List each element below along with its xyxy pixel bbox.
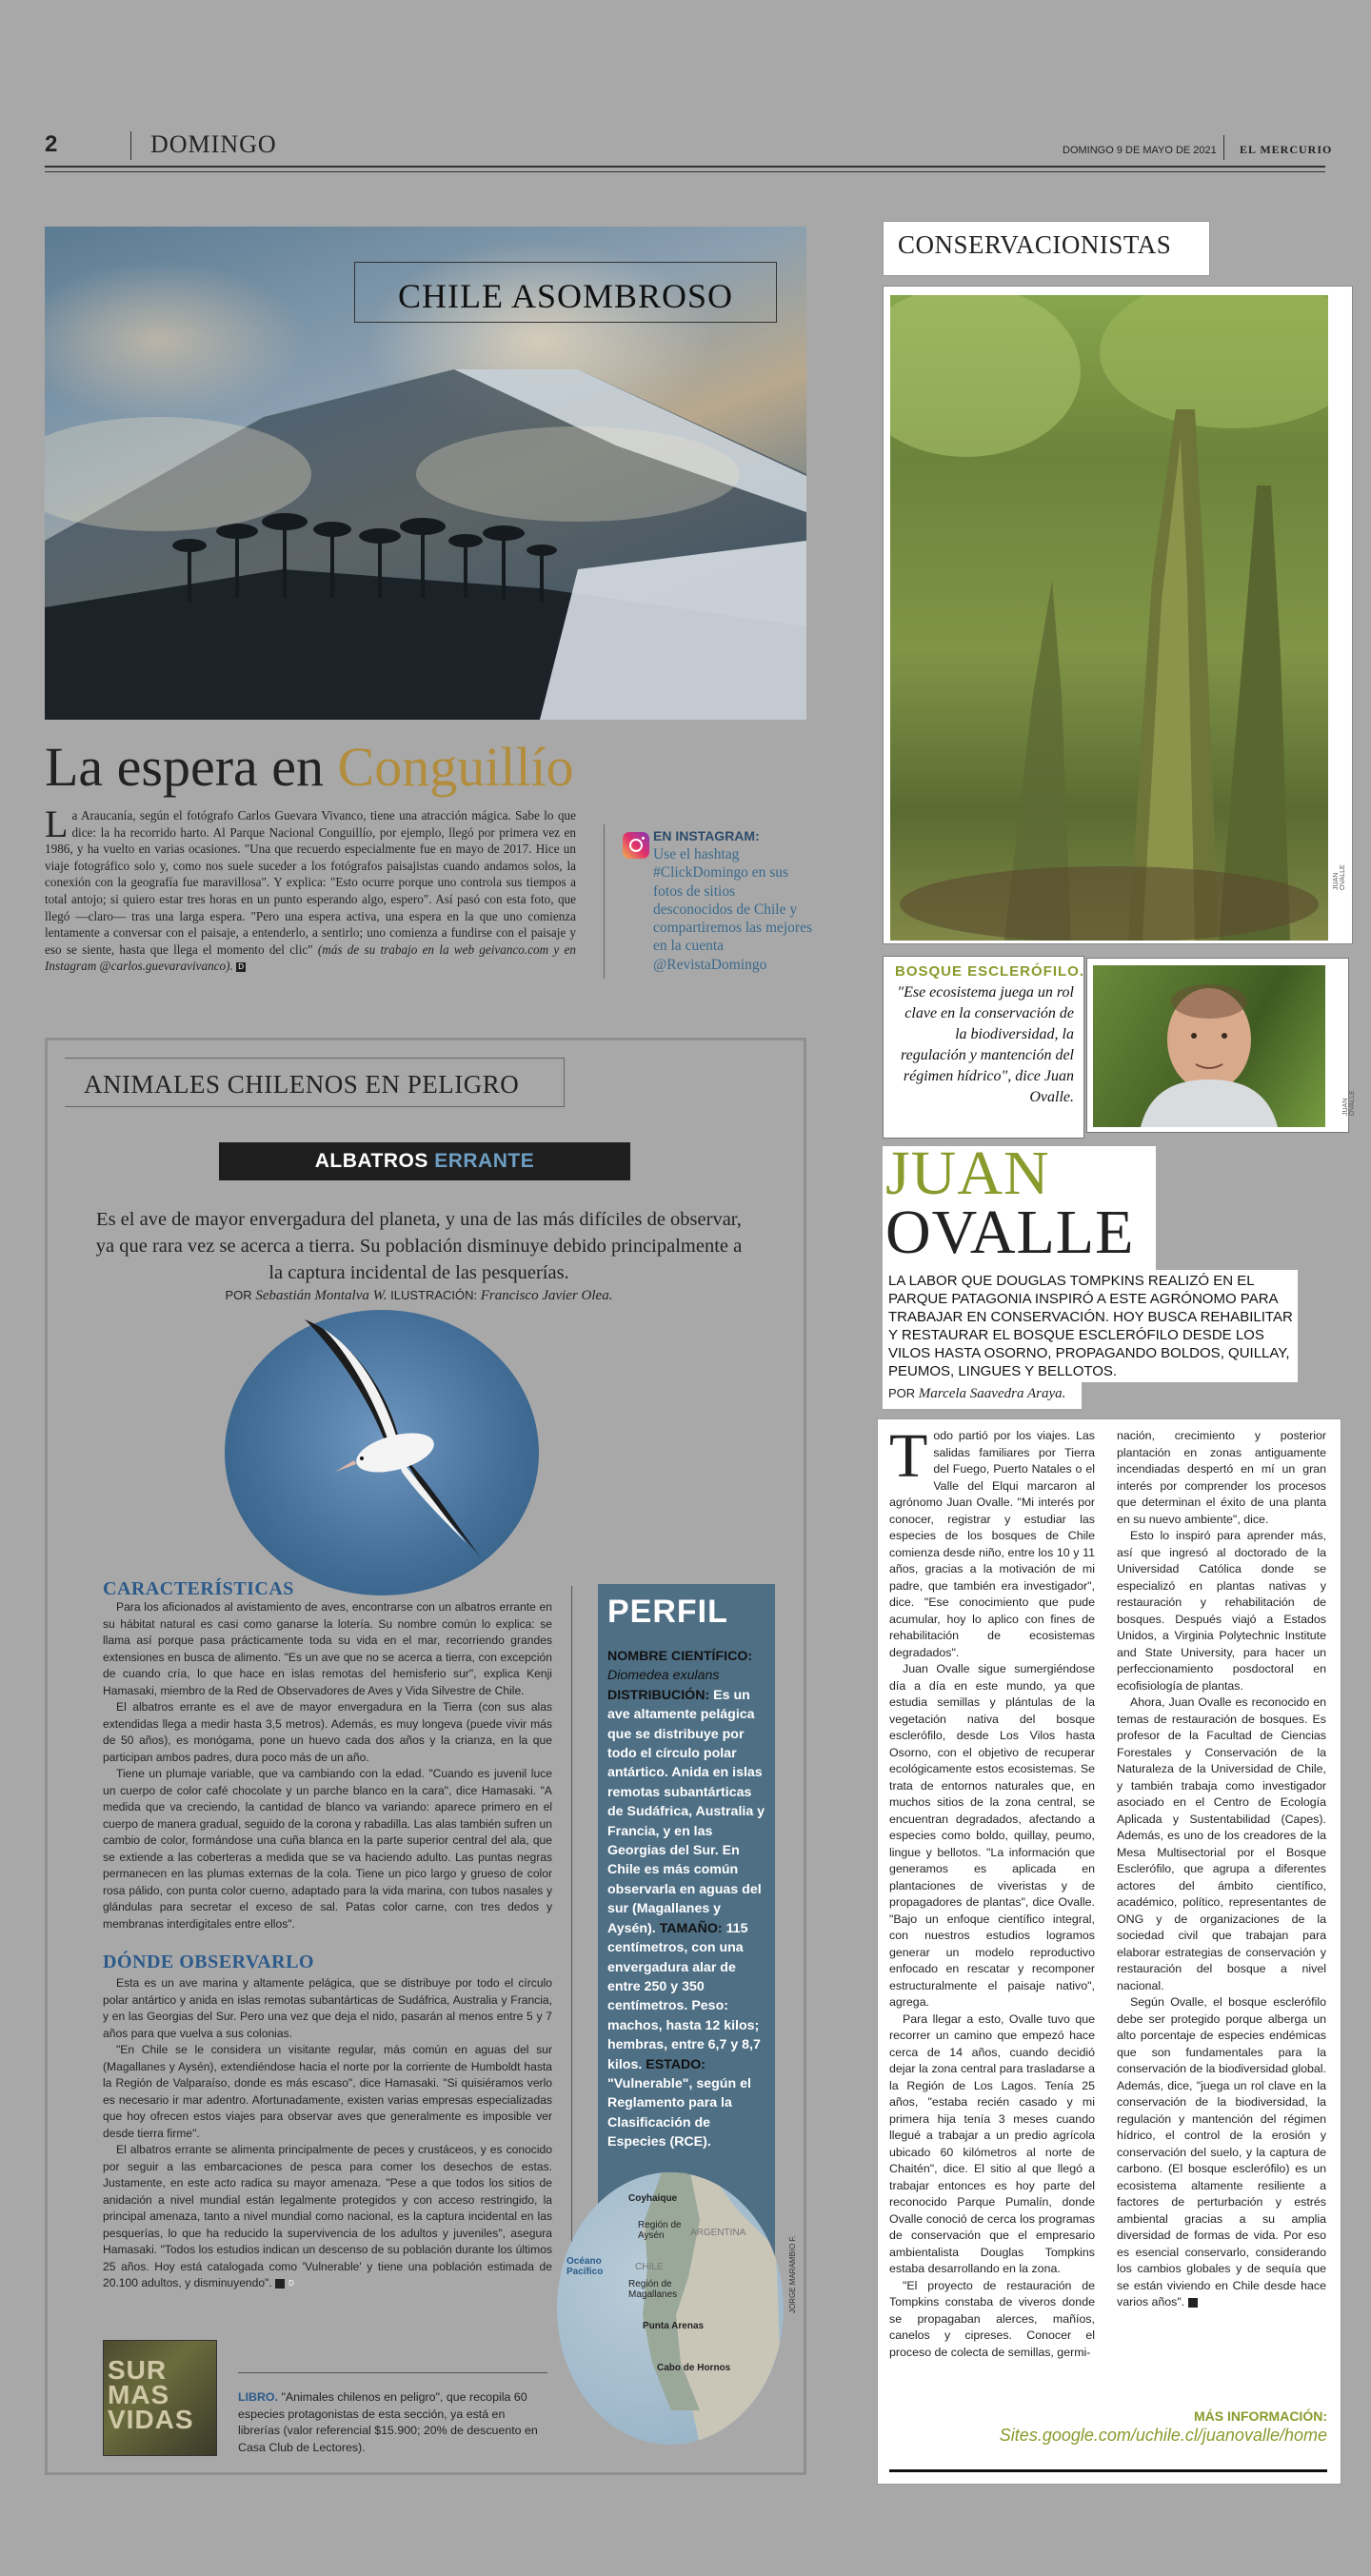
header-divider-2	[1223, 135, 1224, 160]
article-paragraph: odo partió por los viajes. Las salidas familiares por Tierra del Fuego, Puerto Natales o el Valle del Elqui marcaron al agrónomo Juan Ovalle. "Mi interés por conocer, registrar y estudiar las especies de los bosques de Chile comienza desde niño, entre los 10 y 11 años, gracias a la motivación de mi padre, que también era investigador", dice. "Ese conocimiento que pude acumular, hoy lo aplico con fines de rehabilitación de ecosistemas degradados".	[889, 1429, 1095, 1659]
map-landmass	[557, 2172, 784, 2445]
status-label: ESTADO:	[646, 2056, 706, 2072]
article-column-2	[1117, 1428, 1326, 2311]
where-paragraph: "En Chile se le considera un visitante regular, más común en aguas del sur (Magallanes y Aysén), extendiéndose hacia el norte por la corriente de Humboldt hasta la Región de Valparaíso, donde es más escaso", dice Hamasaki. "Si quisiéramos verlo es necesario ir mar adentro. Afortunadamente, existen varias empresas especializadas que hoy ofrecen estos viajes para observar aves que generalmente es imposible ver desde tierra firme".	[103, 2043, 552, 2140]
book-divider	[238, 2372, 547, 2373]
size-value: 115 centímetros, con una envergadura alar de entre 250 y 350 centímetros.	[607, 1920, 748, 2014]
dek-text: LA LABOR QUE DOUGLAS TOMPKINS REALIZÓ EN EL PARQUE PATAGONIA INSPIRÓ A ESTE AGRÓNOMO PARA TRABAJAR EN CONSERVACIÓN. HOY BUSCA REHABILITAR Y RESTAURAR EL BOSQUE ESCLERÓFILO DESDE LOS VILOS HASTA OSORNO, PROPAGANDO BOLDOS, QUILLAY, PEUMOS, LINGUES Y BELLOTOS.	[888, 1273, 1293, 1379]
scientific-name-label: NOMBRE CIENTÍFICO:	[607, 1649, 753, 1664]
book-text: "Animales chilenos en peligro", que recopila 60 especies protagonistas de esta sección, ya está en librerías (valor referencial $15.900; 20% de descuento en Casa Club de Lectores).	[238, 2390, 538, 2454]
profile-text	[607, 1647, 769, 2152]
article-paragraph: Esto lo inspiró para aprender más, así que ingresó al doctorado de la Universidad Católica donde se especializó en plantas nativas y restauración y rehabilitación de bosques. Después viajó a Estados Unidos, a Virginia Polytechnic Institute and State University, para hacer un perfeccionamiento posdoctoral en ecofisiología de plantas.	[1117, 1529, 1326, 1693]
column-divider	[604, 824, 605, 979]
instagram-heading: EN INSTAGRAM:	[653, 828, 760, 843]
size-label: TAMAÑO:	[659, 1920, 723, 1936]
title-accent: Conguillío	[337, 736, 574, 798]
book-cover-title: SUR MAS VIDAS	[108, 2355, 194, 2434]
end-mark: D	[236, 962, 246, 972]
characteristics-paragraph: Tiene un plumaje variable, que va cambiando con la edad. "Cuando es juvenil luce un cuerpo de color café chocolate y un parche blanco en la cara", dice Hamasaki. "A medida que va creciendo, la cantidad de blanco va variando: aparece primero en el cuerpo de manera gradual, seguido de la corona y rabadilla. Las alas también sufren un cambio de color, formándose una cuña blanca en la parte superior central del ala, que se extiende a las coberteras a medida que se va haciendo adulto. Las puntas negras permanecen en las plumas externas de la cola. Tiene un pico largo y grueso de color rosa pálido, con punta color cuerno, adaptado para la vida marina, con tubos nasales y glándulas para secretar el exceso de sal. Patas color carne, con tres dedos y membranas interdigitales entre ellos".	[103, 1767, 552, 1931]
article-paragraph: Según Ovalle, el bosque esclerófilo debe ser protegido porque alberga un alto porcentaje de especies endémicas que son fundamentales para la conservación de la biodiversidad global. Además, dice, "juega un rol clave en la conservación de la biodiversidad, la regulación y mantención del régimen hídrico, el control de la erosión y conservación del suelo, y la captura de carbono. (El bosque esclerófilo) es un ecosistema altamente resiliente a factores de perturbación y estrés ambiental gracias a su amplia diversidad de formas de vida. Por eso es esencial conservarlo, considerando los cambios globales y de sequía que se están viviendo en Chile desde hace varios años".	[1117, 1995, 1326, 2308]
instagram-text: Use el hashtag #ClickDomingo en sus fotos de sitios desconocidos de Chile y compartiremos las mejores en la cuenta @RevistaDomingo	[653, 846, 813, 973]
characteristics-heading: CARACTERÍSTICAS	[103, 1578, 294, 1599]
profile-first-name: JUAN	[885, 1139, 1050, 1208]
profile-byline	[888, 1386, 1065, 1402]
portrait-photo	[1093, 965, 1325, 1127]
distribution-map	[557, 2172, 784, 2445]
species-name: ALBATROS	[314, 1150, 435, 1172]
more-info-link[interactable]: Sites.google.com/uchile.cl/juanovalle/home	[999, 2426, 1327, 2445]
where-to-see-text	[103, 1975, 552, 2292]
article-paragraph: Para llegar a esto, Ovalle tuvo que recorrer un camino que empezó hace cerca de 14 años, cuando decidió dejar la zona central para trasladarse a la Región de Los Lagos. Tenía 25 años, "estaba recién casado y mi primera hija tenía 3 meses cuando llegué a trabajar a un predio agrícola ubicado 60 kilómetros al norte de Chaitén", dice. El sitio al que llegó a trabajar entonces es hoy parte del reconocido Parque Pumalín, donde Ovalle conoció de cerca los programas de conservación que el empresario ambientalista Douglas Tompkins estaba desarrollando en la zona.	[889, 2011, 1095, 2275]
article-column-1	[889, 1421, 1095, 2361]
albatross-illustration	[286, 1300, 505, 1567]
species-intro: Es el ave de mayor envergadura del planeta, y una de las más difíciles de observar, ya que rara vez se acerca a tierra. Su población disminuye debido principalmente a la captura incidental de las pesquerías.	[95, 1209, 743, 1283]
profile-last-name: OVALLE	[885, 1198, 1135, 1267]
map-label-coyhaique: Coyhaique	[628, 2193, 678, 2204]
map-label-argentina: ARGENTINA	[690, 2228, 746, 2238]
where-paragraph-text: El albatros errante se alimenta principalmente de peces y crustáceos, y es conocido por seguir a las embarcaciones de pesca para comer los desechos de estas. Justamente, en este acto radica su mayor amenaza. "Pese a que todos los sitios de anidación a nivel mundial están legalmente protegidos y con acceso restringido, la principal amenaza, tanto a nivel mundial como nacional, es la captura incidental en las pesquerías, lo que ha reducido la supervivencia de los adultos y juveniles", asegura Hamasaki. "Todos los estudios indican un descenso de su población durante los últimos 25 años. Hoy está catalogada como 'Vulnerable' y tiene una población estimada de 20.100 adultos, y disminuyendo".	[103, 2143, 552, 2289]
tree-trunks-image	[890, 295, 1328, 941]
lead-text: a Araucanía, según el fotógrafo Carlos Guevara Vivanco, tiene una atracción mágica. Sabe lo que dice: la ha recorrido harto. Al Parque Nacional Conguillío, por ejemplo, llegó por primera vez en 1986, y ha vuelto en varias ocasiones. "Una que recuerdo especialmente fue en mayo de 2017. Hice un viaje fotográfico solo y, como nos suele suceder a los fotógrafos paisajistas cuando andamos solos, la conexión con la geografía fue maravillosa". Y explica: "Esto ocurre porque uno controla sus tiempos a total antojo; si quiero estar tres horas en un punto esperando algo, espero". Así pasó con esta foto, que llegó —claro— tras una larga espera. "Pero una espera activa, una espera en la que uno comienza lentamente a conversar con el paisaje, a entenderlo, a sentirlo; uno comienza a fundirse con el paisaje y eso se siente, hasta que llega el momento del clic"	[45, 808, 576, 957]
characteristics-text	[103, 1599, 552, 1932]
illustrator: Francisco Javier Olea.	[480, 1288, 613, 1303]
species-name-accent: ERRANTE	[434, 1150, 535, 1172]
photo-credit: JUAN OVALLE	[1333, 864, 1346, 890]
weight-value: Peso: machos, hasta 12 kilos; hembras, entre 6,7 y 8,7 kilos.	[607, 1998, 761, 2072]
article-paragraph: nación, crecimiento y posterior plantación en zonas antiguamente incendiadas despertó en mí un gran interés por comprender los procesos que determinan el éxito de una planta en su nuevo ambiente", dice.	[1117, 1429, 1326, 1526]
article-paragraph: "El proyecto de restauración de Tompkins constaba de viveros donde se propagaban alerces, mañíos, canelos y cipreses. Conocer el proceso de colecta de semillas, germi-	[889, 2278, 1095, 2359]
profile-title: PERFIL	[607, 1594, 728, 1630]
byline-label: POR	[225, 1288, 256, 1302]
map-label-magallanes: Región de Magallanes	[628, 2279, 678, 2300]
byline-author: Sebastián Montalva W.	[255, 1288, 387, 1303]
book-cover	[103, 2340, 217, 2456]
distribution-value: Es un ave altamente pelágica que se distribuye por todo el círculo polar antártico. Anida en islas remotas subantárticas de Sudáfrica, Australia y Francia, y en las Georgias del Sur. En Chile es más común observarla en aguas del sur (Magallanes y Aysén).	[607, 1687, 765, 1936]
lead-dropcap: L	[45, 803, 69, 845]
portrait-image	[1093, 965, 1325, 1127]
section-name: DOMINGO	[150, 130, 277, 158]
kicker-frame	[354, 262, 777, 323]
status-value: "Vulnerable", según el Reglamento para la Clasificación de Especies (RCE).	[607, 2075, 751, 2150]
characteristics-paragraph: El albatros errante es el ave de mayor envergadura en la Tierra (con sus alas extendidas llega a medir hasta 3,5 metros). Además, es muy longeva (puede vivir más de 50 años), es monógama, pone un huevo cada dos años y la crianza, en la que participan ambos padres, dura poco más de un año.	[103, 1700, 552, 1764]
map-label-punta-arenas: Punta Arenas	[643, 2321, 705, 2331]
article-dropcap: T	[889, 1421, 928, 1491]
article-paragraph: Juan Ovalle sigue sumergiéndose día a día en este mundo, ya que estudia semillas y plántulas de la vegetación nativa del bosque esclerófilo, desde Los Vilos hasta Osorno, con el objetivo de recuperar ecológicamente estos ecosistemas. Se trata de entornos naturales que, en muchos sitios de la zona central, se encuentran degradados, afectando a especies como boldo, quillay, peumo, lingue y bellotos. "La información que generamos es aplicada en plantaciones de viveristas y de propagadores de plantas", dice Ovalle. "Bajo un enfoque científico integral, con nuestros estudios logramos generar un modelo reproductivo enfocado en rescatar y recomponer estructuralmente el paisaje nativo", agrega.	[889, 1662, 1095, 2009]
book-note	[238, 2389, 545, 2456]
instagram-icon	[623, 832, 649, 859]
book-label: LIBRO.	[238, 2390, 278, 2404]
scientific-name: Diomedea exulans	[607, 1668, 720, 1684]
distribution-label: DISTRIBUCIÓN:	[607, 1687, 710, 1703]
characteristics-paragraph: Para los aficionados al avistamiento de aves, encontrarse con un albatros errante en su hábitat natural es casi como ganarse la lotería. Su nombre común lo explica: se llama así porque pasa prácticamente toda su vida en el mar, recorriendo grandes extensiones en busca de alimento. "Es un ave que no se acerca a tierra, con excepción de cuando cría, lo que hace en islas remotas del hemisferio sur", explica Kenji Hamasaki, miembro de la Red de Observadores de Aves y Vida Silvestre de Chile.	[103, 1600, 552, 1697]
article-paragraph: Ahora, Juan Ovalle es reconocido en temas de restauración de bosques. Es profesor de la Facultad de Ciencias Forestales y Conservación de la Naturaleza de la Universidad de Chile, y también trabaja como investigador asociado en el Centro de Ecología Aplicada y Sustentabilidad (Capes). Además, es uno de los creadores de la Mesa Multisectorial por el Bosque Esclerófilo, que agrupa a diferentes actores del ámbito científico, académico, político, representantes de ONG y de organizaciones de la sociedad civil que trabajan para elaborar estrategias de conservación y restauración del bosque a nivel nacional.	[1117, 1695, 1326, 1992]
lead-tail: (más de su trabajo en la web geivanco.com y en Instagram @carlos.guevaravivanco).	[45, 941, 576, 974]
end-mark: D	[1188, 2298, 1198, 2308]
header-divider	[130, 131, 131, 160]
sclerophyll-forest-photo	[890, 295, 1328, 941]
map-label-cabo-hornos: Cabo de Hornos	[657, 2363, 731, 2373]
conservationists-title: CONSERVACIONISTAS	[898, 230, 1172, 259]
newspaper-name: EL MERCURIO	[1240, 143, 1333, 156]
pull-quote: "Ese ecosistema juega un rol clave en la conservación de la biodiversidad, la regulación y mantención del régimen hídrico", dice Juan Ovalle.	[897, 984, 1074, 1105]
hero-photo	[45, 227, 806, 720]
where-paragraph: Esta es un ave marina y altamente pelágica, que se distribuye por todo el círculo polar antártico y anida en islas remotas subantárticas de Sudáfrica, Australia y Francia, y en las Georgias del Sur. Pero una vez que deja el nido, pasarán al menos entre 5 y 7 años para que vuelva a sus colonias.	[103, 1976, 552, 2040]
where-to-see-heading: DÓNDE OBSERVARLO	[103, 1952, 314, 1972]
portrait-credit: JUAN OVALLE	[1342, 1090, 1356, 1116]
article-title	[45, 735, 574, 799]
issue-date: DOMINGO 9 DE MAYO DE 2021	[1063, 145, 1217, 156]
map-credit: JORGE MARAMBIO F.	[788, 2235, 797, 2313]
header-rule	[45, 166, 1325, 168]
species-banner	[219, 1142, 630, 1180]
illustration-label: ILUSTRACIÓN:	[387, 1288, 481, 1302]
byline-label: POR	[888, 1386, 919, 1400]
lead-paragraph	[45, 803, 576, 975]
map-label-aysen: Región de Aysén	[638, 2220, 682, 2241]
map-label-chile: CHILE	[635, 2262, 664, 2272]
byline-author: Marcela Saavedra Araya.	[918, 1386, 1066, 1401]
page-number: 2	[45, 131, 58, 157]
kicker-title: CHILE ASOMBROSO	[397, 277, 734, 315]
article-bottom-rule	[889, 2469, 1327, 2472]
animals-section-title: ANIMALES CHILENOS EN PELIGRO	[84, 1070, 520, 1099]
more-info-heading: MÁS INFORMACIÓN:	[1194, 2408, 1327, 2424]
where-paragraph	[103, 2142, 552, 2292]
header-rule-thin	[45, 171, 1325, 172]
title-main: La espera en	[45, 736, 338, 798]
end-mark: D	[275, 2279, 285, 2289]
map-label-ocean: Océano Pacífico	[566, 2256, 604, 2277]
quote-heading: BOSQUE ESCLERÓFILO.	[895, 963, 1085, 980]
